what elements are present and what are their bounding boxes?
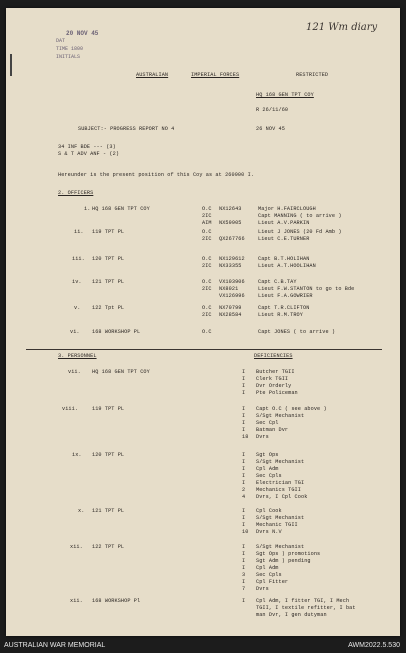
- officer-unit: 121 TPT PL: [92, 279, 125, 285]
- stamp-label-date: DAT: [56, 38, 66, 44]
- officer-name: Capt MANNING ( to arrive ): [258, 213, 342, 219]
- deficiency-item: man Dvr, I gen dutyman: [256, 612, 327, 618]
- distribution-2: S & T ADV ANF - (2): [58, 151, 120, 157]
- deficiency-count: 10: [242, 529, 249, 535]
- officer-role: O.C: [202, 329, 212, 335]
- deficiency-count: I: [242, 420, 246, 426]
- officer-entry-number: i.: [84, 206, 91, 212]
- deficiency-item: Capt O.C ( see above ): [256, 406, 327, 412]
- deficiency-count: I: [242, 383, 246, 389]
- stamp-initials: INITIALS: [56, 54, 81, 60]
- officer-role: AIM: [202, 220, 212, 226]
- officer-entry-number: v.: [74, 305, 81, 311]
- deficiency-item: Pte Policeman: [256, 390, 298, 396]
- deficiency-item: Butcher TGII: [256, 369, 295, 375]
- classification: RESTRICTED: [296, 72, 329, 78]
- archive-footer: [0, 640, 406, 653]
- deficiency-count: I: [242, 459, 246, 465]
- deficiency-item: S/Sgt Mechanist: [256, 544, 305, 550]
- deficiency-count: 3: [242, 572, 246, 578]
- officer-role: 2IC: [202, 236, 212, 242]
- deficiency-count: I: [242, 406, 246, 412]
- deficiency-item: Sec Cpl: [256, 420, 279, 426]
- deficiency-item: Cpl Fitter: [256, 579, 289, 585]
- officer-entry-number: vi.: [70, 329, 80, 335]
- officer-name: Lieut C.E.TURNER: [258, 236, 310, 242]
- deficiency-item: Electrician TGI: [256, 480, 305, 486]
- officer-service-number: QX267766: [219, 236, 245, 242]
- deficiency-count: I: [242, 551, 246, 557]
- personnel-unit: 168 WORKSHOP Pl: [92, 598, 141, 604]
- officer-name: Lieut R.M.TROY: [258, 312, 303, 318]
- officer-role: 2IC: [202, 213, 212, 219]
- personnel-unit: 121 TPT PL: [92, 508, 125, 514]
- deficiency-item: Dvrs N.V: [256, 529, 282, 535]
- officer-unit: 168 WORKSHOP PL: [92, 329, 141, 335]
- deficiency-count: 7: [242, 586, 246, 592]
- deficiency-item: Dvrs: [256, 434, 269, 440]
- deficiency-item: Batman Dvr: [256, 427, 289, 433]
- footer-accession: AWM2022.5.530: [348, 642, 400, 649]
- deficiency-count: I: [242, 579, 246, 585]
- footer-institution: AUSTRALIAN WAR MEMORIAL: [4, 642, 106, 649]
- personnel-entry-number: xii.: [70, 544, 83, 550]
- stamp-date: 20 NOV 45: [66, 30, 99, 37]
- deficiency-item: Dvrs: [256, 586, 269, 592]
- officer-name: Capt B.T.HOLIHAN: [258, 256, 310, 262]
- deficiency-count: I: [242, 544, 246, 550]
- deficiency-count: I: [242, 376, 246, 382]
- binding-hole: [10, 54, 12, 76]
- officer-entry-number: ii.: [74, 229, 84, 235]
- reference: R 26/11/60: [256, 107, 289, 113]
- subject: SUBJECT:- PROGRESS REPORT NO 4: [78, 126, 175, 132]
- deficiency-item: Mechanic TGII: [256, 522, 298, 528]
- officer-name: Lieut A.V.PARKIN: [258, 220, 310, 226]
- deficiency-item: Dvr Orderly: [256, 383, 292, 389]
- officer-name: Lieut F.A.GOWRIER: [258, 293, 313, 299]
- officer-role: O.C: [202, 305, 212, 311]
- deficiency-count: I: [242, 508, 246, 514]
- deficiency-item: Sec Cpls: [256, 473, 282, 479]
- officer-role: O.C: [202, 256, 212, 262]
- officer-service-number: VX126996: [219, 293, 245, 299]
- officer-service-number: VX103906: [219, 279, 245, 285]
- deficiency-item: Cpl Adm: [256, 466, 279, 472]
- section-divider: [26, 349, 382, 350]
- title-australian: AUSTRALIAN: [136, 72, 169, 78]
- deficiency-count: 4: [242, 494, 246, 500]
- officer-service-number: NX28584: [219, 312, 242, 318]
- stamp-time: TIME 1800: [56, 46, 84, 52]
- deficiency-count: I: [242, 565, 246, 571]
- officer-role: O.C: [202, 229, 212, 235]
- officer-unit: 122 Tpt PL: [92, 305, 125, 311]
- personnel-entry-number: viii.: [62, 406, 79, 412]
- deficiency-item: Cpl Cook: [256, 508, 282, 514]
- deficiency-count: I: [242, 515, 246, 521]
- deficiency-count: I: [242, 598, 246, 604]
- officer-name: Capt T.R.CLIFTON: [258, 305, 310, 311]
- officer-service-number: NX129612: [219, 256, 245, 262]
- officer-role: O.C: [202, 279, 212, 285]
- personnel-heading: 3. PERSONNEL: [58, 353, 97, 359]
- officer-entry-number: iii.: [72, 256, 85, 262]
- personnel-entry-number: xii.: [70, 598, 83, 604]
- officer-name: Capt C.B.TAY: [258, 279, 297, 285]
- officer-service-number: NX59905: [219, 220, 242, 226]
- officer-service-number: NX70799: [219, 305, 242, 311]
- officer-service-number: NX12643: [219, 206, 242, 212]
- deficiency-item: Cpl Adm, I fitter TGI, I Mech: [256, 598, 350, 604]
- deficiency-count: I: [242, 452, 246, 458]
- deficiency-count: I: [242, 413, 246, 419]
- deficiency-item: Clerk TGII: [256, 376, 289, 382]
- deficiency-count: I: [242, 369, 246, 375]
- received-stamp: [56, 30, 126, 74]
- deficiency-item: S/Sgt Mechanist: [256, 515, 305, 521]
- officer-unit: HQ 168 GEN TPT COY: [92, 206, 150, 212]
- intro-text: Hereunder is the present position of this Coy as at 260900 I.: [58, 172, 254, 178]
- deficiency-item: Sgt Ops: [256, 452, 279, 458]
- officer-entry-number: iv.: [72, 279, 82, 285]
- distribution-1: 34 INF BDE --- (3): [58, 144, 116, 150]
- deficiency-item: S/Sgt Mechanist: [256, 459, 305, 465]
- officer-name: Major H.FAIRCLOUGH: [258, 206, 316, 212]
- title-imperial-forces: IMPERIAL FORCES: [191, 72, 240, 78]
- deficiency-item: Sec Cpls: [256, 572, 282, 578]
- deficiency-count: I: [242, 473, 246, 479]
- officer-name: Lieut A.T.HOOLIHAN: [258, 263, 316, 269]
- officer-role: 2IC: [202, 312, 212, 318]
- deficiency-count: I: [242, 466, 246, 472]
- officer-unit: 120 TPT PL: [92, 256, 125, 262]
- deficiency-count: I: [242, 390, 246, 396]
- deficiency-item: Mechanics TGII: [256, 487, 301, 493]
- officer-role: 2IC: [202, 286, 212, 292]
- deficiency-item: TGII, I textile refitter, I bat: [256, 605, 356, 611]
- officer-name: Capt JONES ( to arrive ): [258, 329, 336, 335]
- personnel-entry-number: x.: [78, 508, 85, 514]
- deficiency-item: Sgt Ops ) promotions: [256, 551, 321, 557]
- personnel-unit: 122 TPT PL: [92, 544, 125, 550]
- deficiency-count: I: [242, 558, 246, 564]
- deficiency-item: Dvrs, I Cpl Cook: [256, 494, 308, 500]
- deficiency-count: I: [242, 522, 246, 528]
- officer-service-number: NX33355: [219, 263, 242, 269]
- handwritten-note: 121 Wm diary: [306, 22, 378, 33]
- officer-role: O.C: [202, 206, 212, 212]
- personnel-entry-number: ix.: [72, 452, 82, 458]
- deficiency-item: Cpl Adm: [256, 565, 279, 571]
- personnel-unit: 119 TPT PL: [92, 406, 125, 412]
- personnel-unit: 120 TPT PL: [92, 452, 125, 458]
- officer-name: Lieut J JONES (20 Fd Amb ): [258, 229, 342, 235]
- deficiency-item: S/Sgt Mechanist: [256, 413, 305, 419]
- document-page: [6, 8, 400, 636]
- deficiency-count: 2: [242, 487, 246, 493]
- unit-header: HQ 168 GEN TPT COY: [256, 92, 314, 98]
- deficiency-item: Sgt Adm ) pending: [256, 558, 311, 564]
- officer-role: 2IC: [202, 263, 212, 269]
- officer-name: Lieut F.W.STANTON to go to Bde: [258, 286, 355, 292]
- deficiencies-heading: DEFICIENCIES: [254, 353, 293, 359]
- report-date: 26 NOV 45: [256, 126, 285, 132]
- officers-heading: 2. OFFICERS: [58, 190, 94, 196]
- personnel-unit: HQ 168 GEN TPT COY: [92, 369, 150, 375]
- deficiency-count: 18: [242, 434, 249, 440]
- deficiency-count: I: [242, 427, 246, 433]
- officer-service-number: NX8021: [219, 286, 239, 292]
- officer-unit: 119 TPT PL: [92, 229, 125, 235]
- personnel-entry-number: vii.: [68, 369, 81, 375]
- deficiency-count: I: [242, 480, 246, 486]
